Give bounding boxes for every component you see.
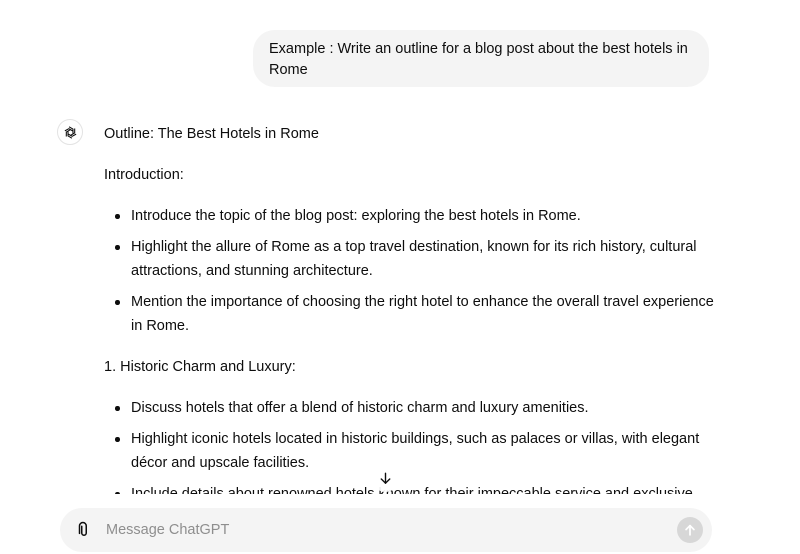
send-button[interactable]: [677, 517, 703, 543]
arrow-up-icon: [683, 523, 697, 537]
bullet-list-introduction: [104, 204, 716, 338]
attach-file-button[interactable]: [70, 516, 98, 544]
paperclip-icon: [75, 521, 93, 539]
list-item: Highlight the allure of Rome as a top travel destination, known for its rich history, cultural attractions, and stunning architecture.: [104, 235, 716, 283]
list-item: Discuss hotels that offer a blend of historic charm and luxury amenities.: [104, 396, 716, 420]
list-item: Introduce the topic of the blog post: exploring the best hotels in Rome.: [104, 204, 716, 228]
section-heading-historic-charm: 1. Historic Charm and Luxury:: [104, 359, 296, 375]
openai-logo-icon: [57, 119, 83, 145]
message-input[interactable]: [106, 508, 666, 552]
user-message-text: Example : Write an outline for a blog post about the best hotels in Rome: [269, 41, 688, 78]
arrow-down-icon: [378, 471, 393, 486]
bullet-list-historic-charm: [104, 396, 716, 506]
message-composer: [60, 508, 712, 552]
section-heading-introduction: Introduction:: [104, 167, 184, 183]
scroll-to-bottom-button[interactable]: [372, 465, 399, 492]
response-title: Outline: The Best Hotels in Rome: [104, 126, 319, 142]
list-item: Mention the importance of choosing the right hotel to enhance the overall travel experience in Rome.: [104, 290, 716, 338]
assistant-response: [104, 122, 716, 523]
list-item: Highlight iconic hotels located in historic buildings, such as palaces or villas, with elegant décor and upscale facilities.: [104, 427, 716, 475]
user-message-bubble: [253, 30, 709, 87]
